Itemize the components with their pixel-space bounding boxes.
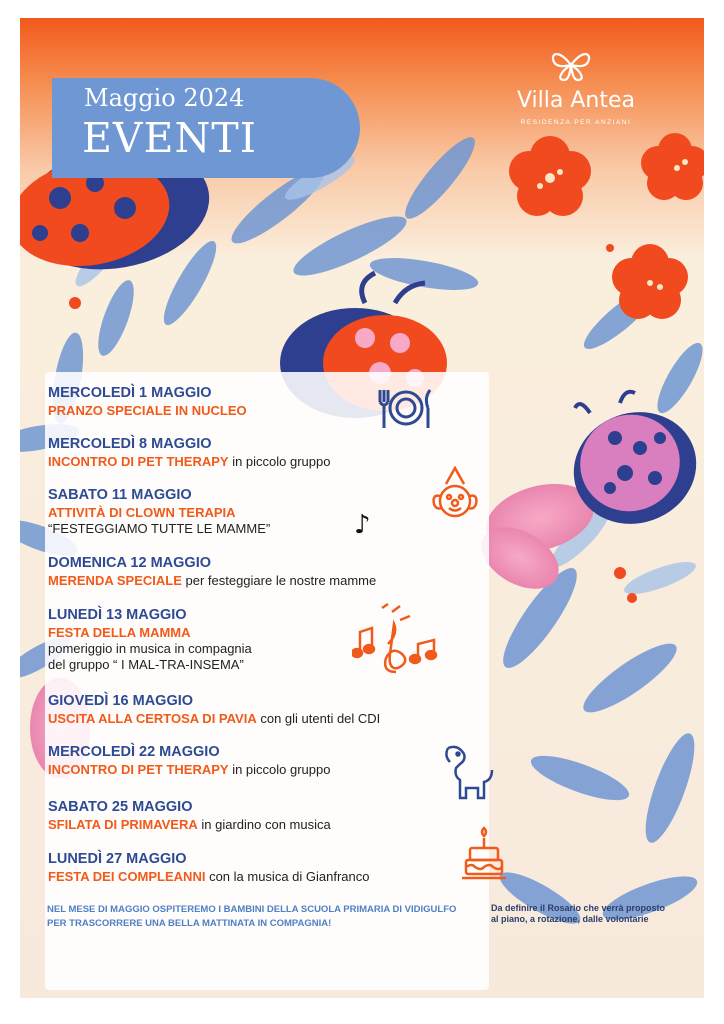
clown-icon bbox=[430, 466, 480, 524]
brand-tagline: RESIDENZA PER ANZIANI bbox=[520, 119, 632, 126]
birthday-cake-icon bbox=[462, 824, 506, 880]
event-detail: in giardino con musica bbox=[197, 817, 331, 832]
event-date: LUNEDÌ 13 MAGGIO bbox=[48, 607, 187, 623]
event-item bbox=[48, 851, 448, 885]
event-title: FESTA DELLA MAMMA bbox=[48, 625, 191, 640]
footer-note-rosary: Da definire il Rosario che verrà proposto al piano, a rotazione, dalle volontarie bbox=[491, 903, 666, 924]
event-title: ATTIVITÀ DI CLOWN TERAPIA bbox=[48, 505, 236, 520]
event-description bbox=[48, 761, 448, 778]
event-description bbox=[48, 572, 448, 589]
event-date: LUNEDÌ 27 MAGGIO bbox=[48, 851, 187, 867]
music-notes-icon bbox=[352, 602, 444, 680]
event-item bbox=[48, 799, 448, 833]
dog-icon bbox=[438, 742, 496, 802]
event-date: GIOVEDÌ 16 MAGGIO bbox=[48, 693, 194, 709]
event-item bbox=[48, 693, 448, 727]
event-title: MERENDA SPECIALE bbox=[48, 573, 182, 588]
event-detail: in piccolo gruppo bbox=[228, 454, 331, 469]
event-detail: con gli utenti del CDI bbox=[256, 711, 381, 726]
month-title: Maggio 2024 bbox=[84, 84, 245, 112]
event-title: PRANZO SPECIALE IN NUCLEO bbox=[48, 403, 247, 418]
event-date: DOMENICA 12 MAGGIO bbox=[48, 555, 212, 571]
footer-note-school: NEL MESE DI MAGGIO OSPITEREMO I BAMBINI DELLA SCUOLA PRIMARIA DI VIDIGULFO PER TRASCORRERE UNA BELLA MATTINATA IN COMPAGNIA! bbox=[47, 904, 457, 929]
event-detail: con la musica di Gianfranco bbox=[205, 869, 370, 884]
event-description bbox=[48, 816, 448, 833]
event-description bbox=[48, 710, 448, 727]
event-title: SFILATA DI PRIMAVERA bbox=[48, 817, 198, 832]
event-description bbox=[48, 868, 448, 885]
event-item bbox=[48, 744, 448, 778]
events-title: EVENTI bbox=[82, 114, 257, 162]
event-title: FESTA DEI COMPLEANNI bbox=[48, 869, 206, 884]
plate-cutlery-icon bbox=[374, 384, 438, 432]
event-item bbox=[48, 487, 448, 537]
butterfly-icon bbox=[548, 46, 594, 84]
event-detail: in piccolo gruppo bbox=[228, 762, 331, 777]
event-date: MERCOLEDÌ 22 MAGGIO bbox=[48, 744, 220, 760]
event-item bbox=[48, 555, 448, 589]
music-note-icon: ♪ bbox=[354, 510, 371, 540]
event-description bbox=[48, 453, 448, 470]
event-date: MERCOLEDÌ 8 MAGGIO bbox=[48, 436, 212, 452]
event-extra: del gruppo “ I MAL-TRA-INSEMA” bbox=[48, 657, 244, 672]
event-date: MERCOLEDÌ 1 MAGGIO bbox=[48, 385, 212, 401]
event-item bbox=[48, 436, 448, 470]
brand-name: Villa Antea bbox=[516, 88, 635, 113]
event-date: SABATO 11 MAGGIO bbox=[48, 487, 192, 503]
event-description bbox=[48, 504, 448, 521]
event-date: SABATO 25 MAGGIO bbox=[48, 799, 193, 815]
event-extra: “FESTEGGIAMO TUTTE LE MAMME” bbox=[48, 521, 271, 536]
event-detail: per festeggiare le nostre mamme bbox=[181, 573, 377, 588]
event-title: USCITA ALLA CERTOSA DI PAVIA bbox=[48, 711, 257, 726]
event-title: INCONTRO DI PET THERAPY bbox=[48, 762, 229, 777]
event-extra: pomeriggio in musica in compagnia bbox=[48, 641, 252, 656]
event-title: INCONTRO DI PET THERAPY bbox=[48, 454, 229, 469]
